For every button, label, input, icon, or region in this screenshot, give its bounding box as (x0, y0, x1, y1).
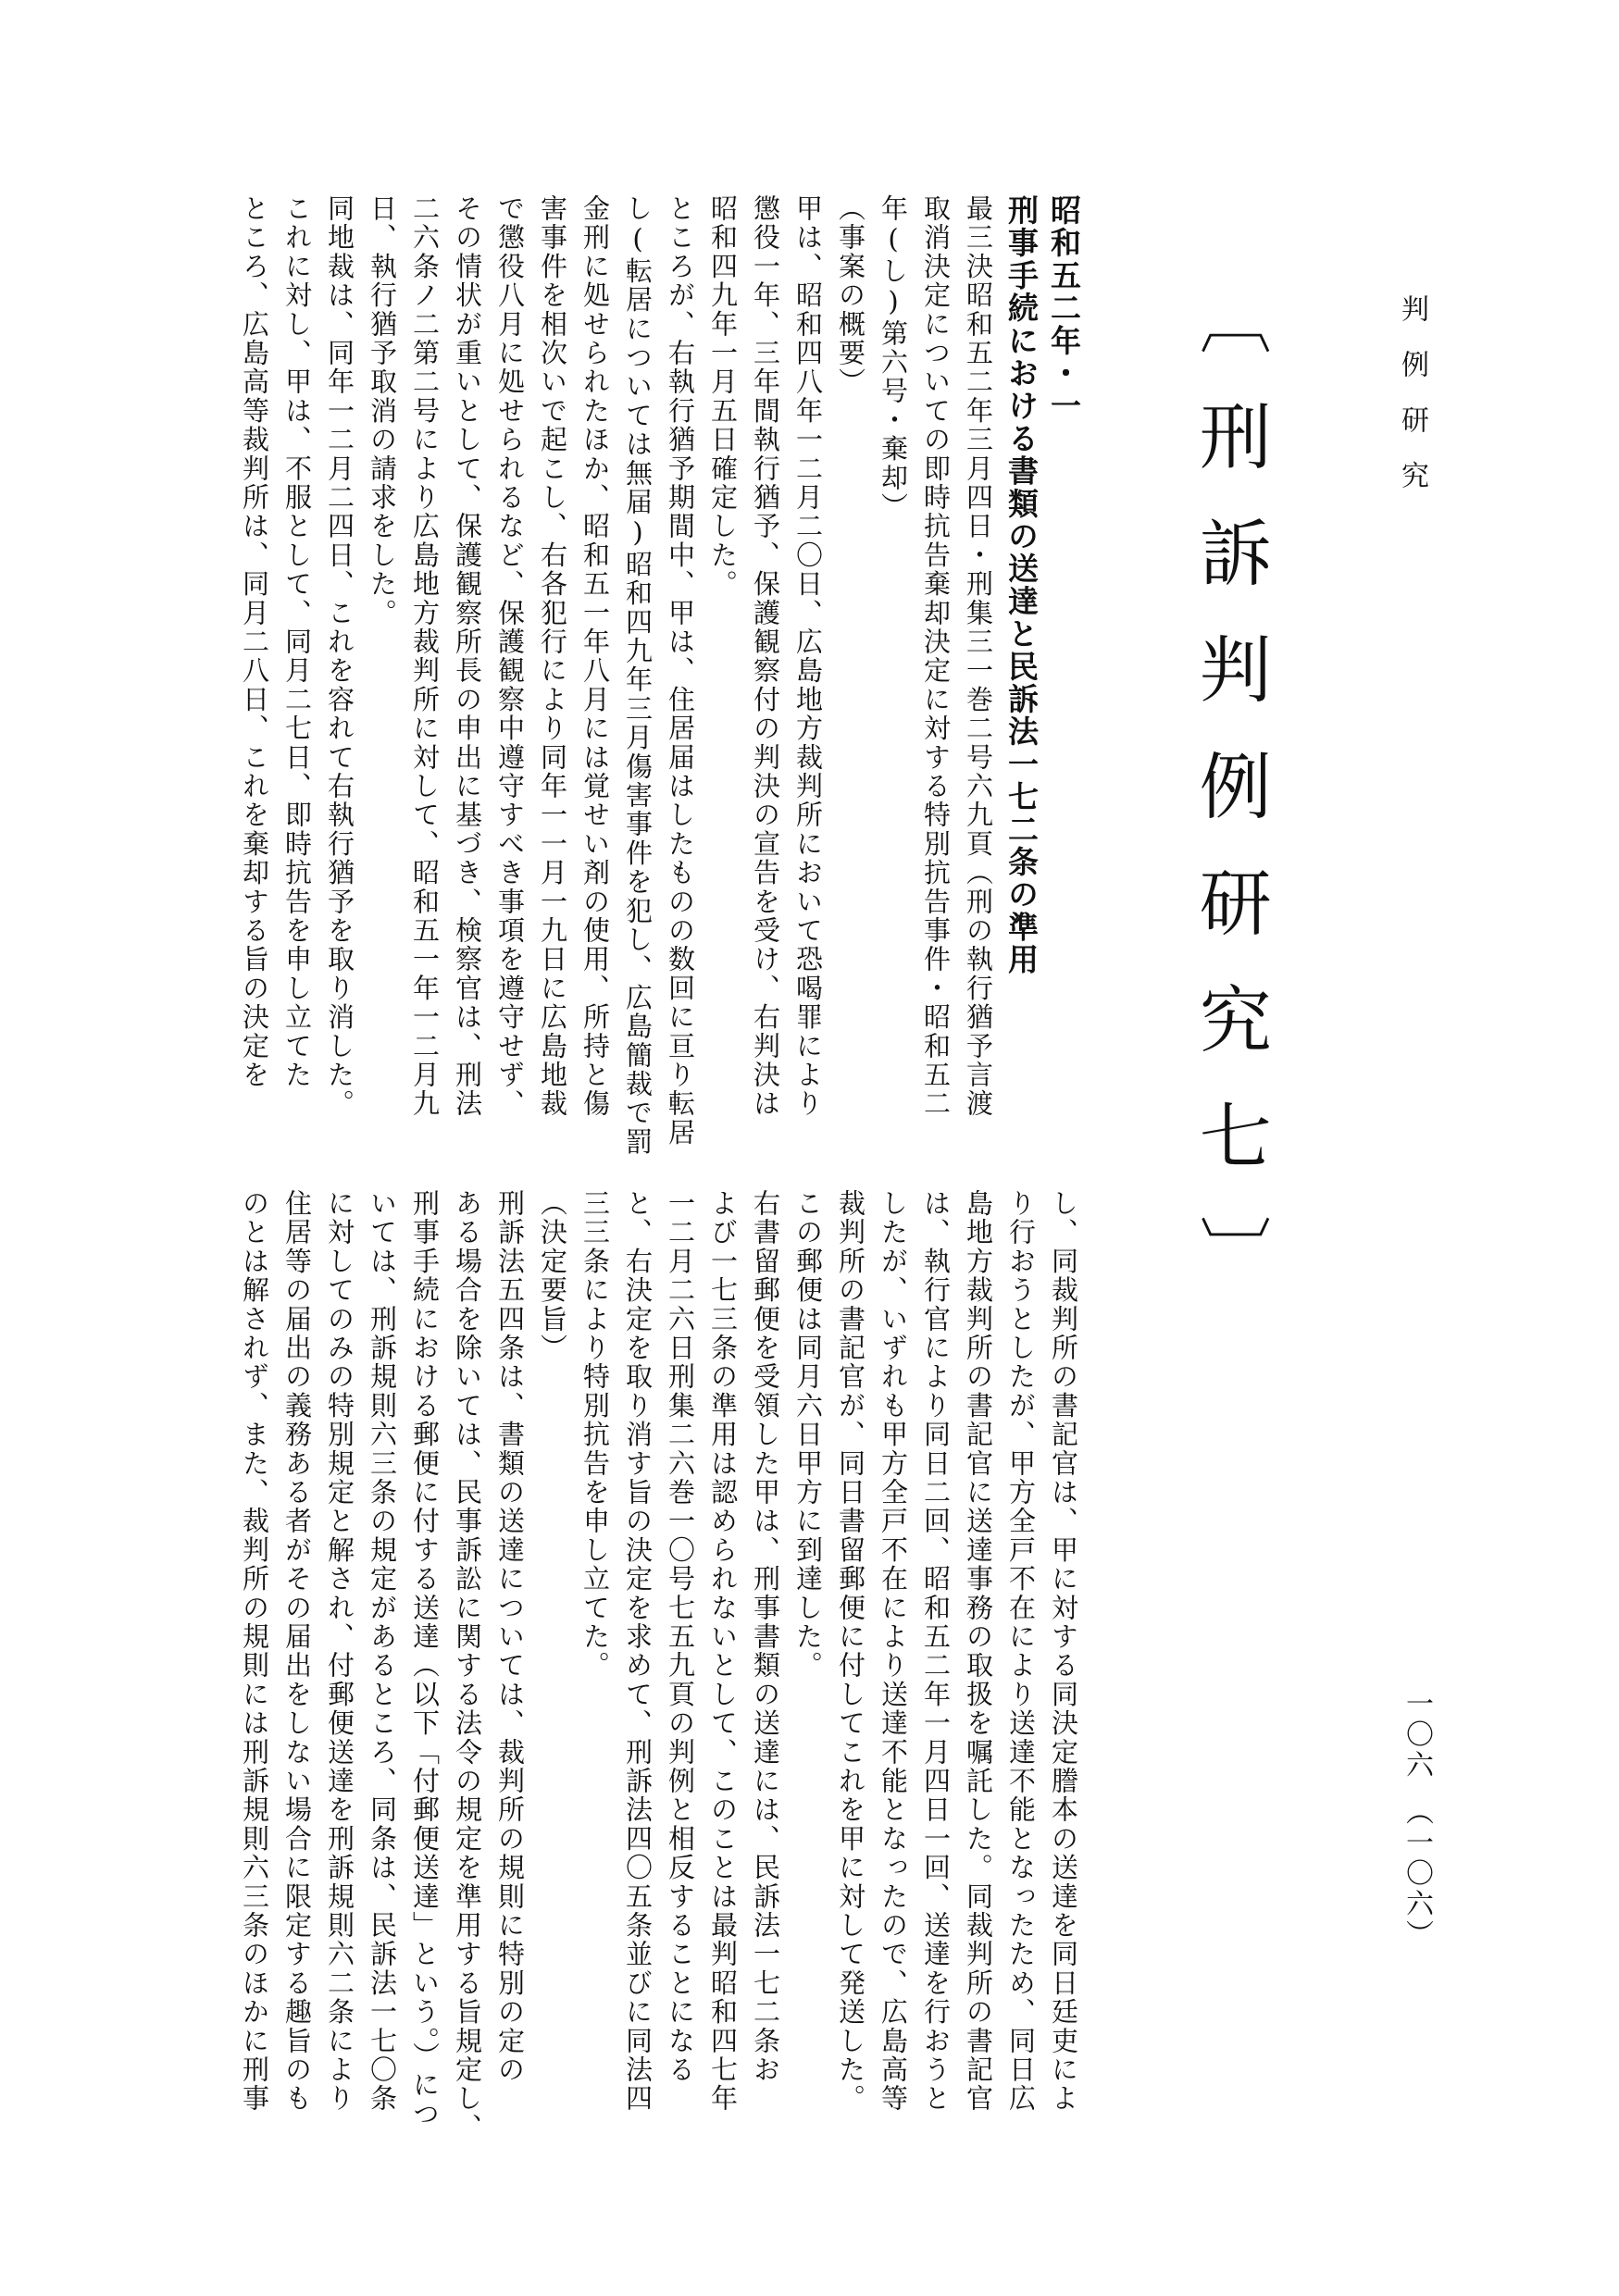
text-line: 取消決定についての即時抗告棄却決定に対する特別抗告事件・昭和五二 (920, 194, 952, 1119)
text-line: に対してのみの特別規定と解され、付郵便送達を刑訴規則六二条により (324, 1189, 355, 2114)
text-line: したが、いずれも甲方全戸不在により送達不能となったので、広島高等 (878, 1189, 909, 2114)
text-line: 島地方裁判所の書記官に送達事務の取扱を嘱託した。同裁判所の書記官 (963, 1189, 994, 2114)
text-line: 一二月二六日刑集二六巻一〇号七五九頁の判例と相反することになる (665, 1189, 696, 2085)
text-line: （決定要旨） (537, 1189, 568, 1363)
text-line: よび一七三条の準用は認められないとして、このことは最判昭和四七年 (707, 1189, 739, 2114)
text-line: 日、執行猶予取消の請求をした。 (367, 194, 398, 627)
text-line: 同地裁は、同年一二月二四日、これを容れて右執行猶予を取り消した。 (324, 194, 355, 1119)
text-line: これに対し、甲は、不服として、同月二七日、即時抗告を申し立てた (281, 194, 313, 1090)
text-line: で懲役八月に処せられるなど、保護観察中遵守すべき事項を遵守せず、 (494, 194, 526, 1119)
text-line: 昭和四九年一月五日確定した。 (707, 194, 739, 599)
text-line: 裁判所の書記官が、同日書留郵便に付してこれを甲に対して発送した。 (835, 1189, 866, 2114)
text-line: し、同裁判所の書記官は、甲に対する同決定謄本の送達を同日廷吏によ (1048, 1189, 1079, 2114)
running-head: 判例研究 (1396, 294, 1428, 516)
text-line: ところ、広島高等裁判所は、同月二八日、これを棄却する旨の決定を (239, 194, 270, 1090)
text-line: 三三条により特別抗告を申し立てた。 (579, 1189, 611, 1681)
text-line: し(転居については無届)昭和四九年三月傷害事件を犯し、広島簡裁で罰 (622, 194, 654, 1157)
text-line: 甲は、昭和四八年一二月二〇日、広島地方裁判所において恐喝罪により (792, 194, 824, 1119)
text-line: 昭和五二年・一 (1046, 194, 1082, 423)
text-line: と、右決定を取り消す旨の決定を求めて、刑訴法四〇五条並びに同法四 (622, 1189, 654, 2114)
text-line: （事案の概要） (835, 194, 866, 397)
text-line: は、執行官により同日二回、昭和五二年一月四日一回、送達を行おうと (920, 1189, 952, 2114)
text-line: 住居等の届出の義務ある者がその届出をしない場合に限定する趣旨のも (281, 1189, 313, 2114)
page-number: 一〇六 （一〇六） (1401, 1689, 1433, 1950)
text-line: ところが、右執行猶予期間中、甲は、住居届はしたものの数回に亘り転居 (665, 194, 696, 1148)
text-line: のとは解されず、また、裁判所の規則には刑訴規則六三条のほかに刑事 (239, 1189, 270, 2114)
text-line: 金刑に処せられたほか、昭和五一年八月には覚せい剤の使用、所持と傷 (579, 194, 611, 1119)
text-line: ある場合を除いては、民事訴訟に関する法令の規定を準用する旨規定し、 (452, 1189, 483, 2142)
text-line: 二六条ノ二第二号により広島地方裁判所に対して、昭和五一年一二月九 (409, 194, 441, 1119)
text-line: 右書留郵便を受領した甲は、刑事書類の送達には、民訴法一七二条お (750, 1189, 781, 2085)
upper-text-block (194, 194, 1120, 1157)
text-line: り行おうとしたが、甲方全戸不在により送達不能となったため、同日広 (1005, 1189, 1037, 2114)
text-line: その情状が重いとして、保護観察所長の申出に基づき、検察官は、刑法 (452, 194, 483, 1119)
text-line: 懲役一年、三年間執行猶予、保護観察付の判決の宣告を受け、右判決は (750, 194, 781, 1119)
text-line: 刑訴法五四条は、書類の送達については、裁判所の規則に特別の定の (494, 1189, 526, 2085)
text-line: 年(し)第六号・棄却） (878, 194, 909, 522)
text-line: 最三決昭和五二年三月四日・刑集三一巻二号六九頁（刑の執行猶予言渡 (963, 194, 994, 1119)
text-line: 害事件を相次いで起こし、右各犯行により同年一一月一九日に広島地裁 (537, 194, 568, 1119)
text-line: この郵便は同月六日甲方に到達した。 (792, 1189, 824, 1681)
text-line: 刑事手続における郵便に付する送達（以下「付郵便送達」という。）につ (409, 1189, 441, 2129)
series-title: 〔刑訴判例研究七〕 (1187, 282, 1271, 1332)
text-line: いては、刑訴規則六三条の規定があるところ、同条は、民訴法一七〇条 (367, 1189, 398, 2114)
text-line: 刑事手続における書類の送達と民訴法一七二条の準用 (1003, 194, 1040, 976)
lower-text-block (194, 1189, 1120, 2142)
